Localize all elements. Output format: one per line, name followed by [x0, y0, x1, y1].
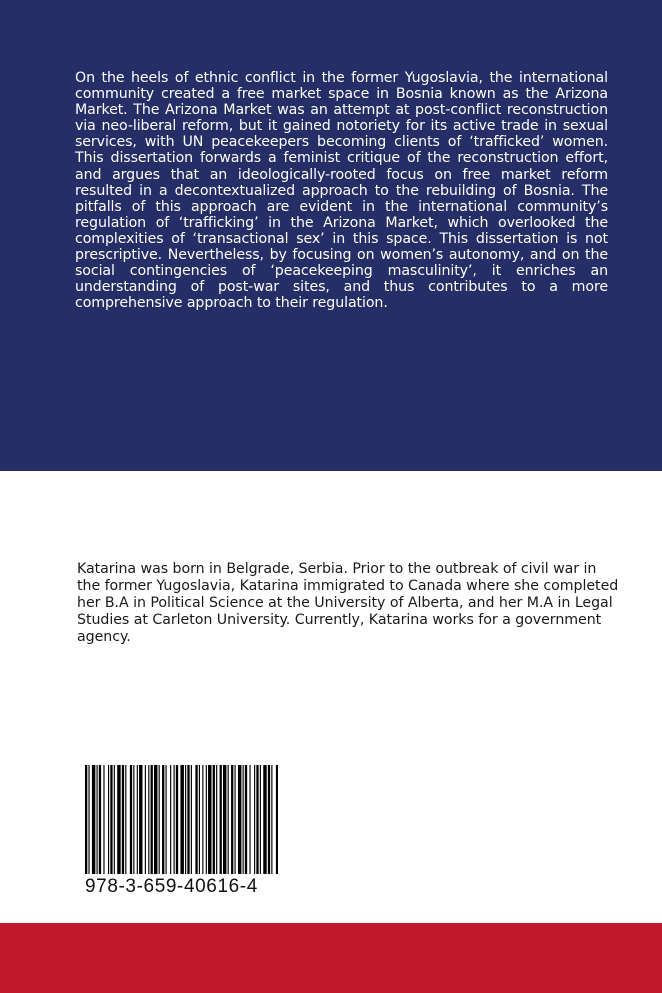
barcode-bar [151, 765, 153, 874]
barcode-bar [159, 765, 160, 874]
barcode-bar [271, 765, 272, 874]
barcode-bar [245, 765, 247, 874]
barcode-bar [166, 765, 167, 874]
barcode-bar [191, 765, 192, 874]
barcode-bar [137, 765, 138, 874]
barcode-bar [213, 765, 215, 874]
barcode-bar [133, 765, 134, 874]
barcode-bar [216, 765, 217, 874]
barcode-bar [249, 765, 250, 874]
barcode-bar [268, 765, 270, 874]
barcode-bar [154, 765, 157, 874]
barcode-bar [228, 765, 229, 874]
barcode-bar [254, 765, 255, 874]
bottom-color-band [0, 923, 662, 993]
barcode-bar [125, 765, 126, 874]
barcode-bar [243, 765, 244, 874]
barcode-bar [187, 765, 189, 874]
barcode-bar [174, 765, 175, 874]
barcode-bar [117, 765, 120, 874]
barcode-bar [238, 765, 241, 874]
barcode-bar [170, 765, 171, 874]
barcode-bar [114, 765, 115, 874]
barcode-bar [145, 765, 146, 874]
barcode-bar [199, 765, 200, 874]
barcode-bar [162, 765, 164, 874]
isbn-number: 978-3-659-40616-4 [85, 876, 258, 897]
barcode-bar [276, 765, 278, 874]
barcode-bar [148, 765, 149, 874]
barcode-bar [208, 765, 211, 874]
barcode-bar [235, 765, 236, 874]
barcode-bar [99, 765, 101, 874]
blurb-panel [0, 0, 662, 471]
barcode-bar [180, 765, 183, 874]
barcode-bar [260, 765, 261, 874]
barcode-bar [85, 765, 87, 874]
barcode-bar [130, 765, 132, 874]
barcode-bar [223, 765, 226, 874]
barcode-bar [195, 765, 197, 874]
barcode-bar [220, 765, 222, 874]
barcode-bar [263, 765, 266, 874]
barcode-bar [139, 765, 142, 874]
barcode-bar [88, 765, 89, 874]
barcode-bar [108, 765, 109, 874]
barcode-bar [176, 765, 178, 874]
barcode-bar [92, 765, 95, 874]
barcode-bar [103, 765, 104, 874]
barcode-bar [231, 765, 233, 874]
barcode-bar [122, 765, 124, 874]
author-bio: Katarina was born in Belgrade, Serbia. Prior to the outbreak of civil war in the former Yugoslavia, Katarina immigrated to Canada where she completed her B.A in Political Science at the University of Alberta, and her M.A in Legal Studies at Carleton University. Currently, Katarina works for a government agency. [77, 561, 619, 645]
barcode-bar [185, 765, 186, 874]
barcode-bar [97, 765, 98, 874]
barcode-bar [256, 765, 258, 874]
barcode-bar [206, 765, 207, 874]
barcode [85, 765, 278, 874]
barcode-bar [202, 765, 203, 874]
barcode-bar [110, 765, 112, 874]
book-blurb: On the heels of ethnic conflict in the former Yugoslavia, the international community created a free market space in Bosnia known as the Arizona Market. The Arizona Market was an attempt at post-conflict reconstruction via neo-liberal reform, but it gained notoriety for its active trade in sexual services, with UN peacekeepers becoming clients of ‘trafficked’ women. This dissertation forwards a feminist critique of the reconstruction effort, and argues that an ideologically-rooted focus on free market reform resulted in a decontextualized approach to the rebuilding of Bosnia. The pitfalls of this approach are evident in the international community’s regulation of ‘trafficking’ in the Arizona Market, which overlooked the complexities of ‘transactional sex’ in this space. This dissertation is not prescriptive. Nevertheless, by focusing on women’s autonomy, and on the social contingencies of ‘peacekeeping masculinity’, it enriches an understanding of post-war sites, and thus contributes to a more comprehensive approach to their regulation. [75, 70, 608, 312]
